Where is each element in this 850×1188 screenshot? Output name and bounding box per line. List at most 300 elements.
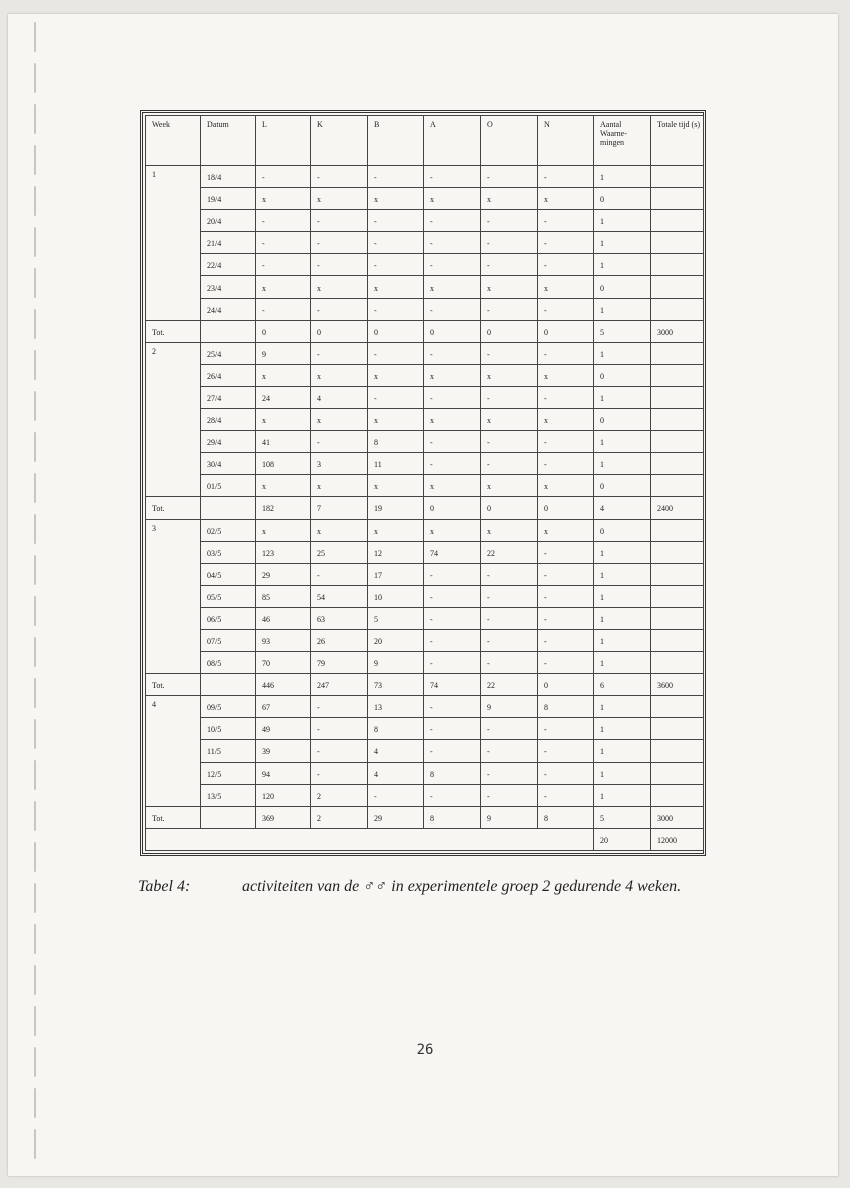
grand-total-row [146,828,704,850]
table-cell: - [424,629,481,651]
binding-hole [34,678,36,708]
table-cell [651,188,704,210]
table-cell: 46 [256,607,311,629]
table-cell: 30/4 [201,453,256,475]
table-cell: - [368,254,424,276]
activity-table [145,115,704,851]
table-cell: 10/5 [201,718,256,740]
table-cell: 123 [256,541,311,563]
table-cell: 1 [594,762,651,784]
table-cell: x [311,188,368,210]
table-cell: x [481,519,538,541]
table-cell: - [311,762,368,784]
binding-hole [34,309,36,339]
page-number: 26 [416,1042,434,1058]
table-cell: - [481,740,538,762]
table-cell: - [481,563,538,585]
total-cell: 5 [594,806,651,828]
table-row [146,607,704,629]
table-cell: x [481,364,538,386]
table-cell: - [424,166,481,188]
table-cell [651,166,704,188]
table-cell: - [424,298,481,320]
table-cell [651,784,704,806]
binding-hole [34,186,36,216]
total-cell: 369 [256,806,311,828]
table-cell: 20 [368,629,424,651]
total-cell: 0 [311,320,368,342]
table-cell [651,276,704,298]
table-cell: - [424,342,481,364]
table-cell: - [538,254,594,276]
column-header: Totale tijd (s) [651,116,704,166]
table-cell: 06/5 [201,607,256,629]
binding-hole [34,801,36,831]
total-cell [201,806,256,828]
table-cell: 1 [594,629,651,651]
table-cell: x [368,475,424,497]
total-cell: 247 [311,674,368,696]
table-cell: 17 [368,563,424,585]
column-header: O [481,116,538,166]
table-cell: - [311,254,368,276]
binding-hole [34,1088,36,1118]
table-cell: 13/5 [201,784,256,806]
table-cell: 24 [256,386,311,408]
caption-text: activiteiten van de ♂♂ in experimentele groep 2 gedurende 4 weken. [242,878,682,895]
binding-hole [34,145,36,175]
table-cell: - [368,166,424,188]
table-cell: 03/5 [201,541,256,563]
table-cell: x [538,519,594,541]
table-cell: x [538,276,594,298]
table-cell: x [424,519,481,541]
table-cell [651,696,704,718]
table-cell: 1 [594,652,651,674]
total-cell: 0 [538,320,594,342]
table-cell: - [481,718,538,740]
table-cell: - [481,629,538,651]
table-row [146,453,704,475]
table-cell: - [424,784,481,806]
table-row [146,431,704,453]
table-row [146,475,704,497]
table-cell: 26/4 [201,364,256,386]
table-row [146,652,704,674]
table-cell: 12/5 [201,762,256,784]
table-cell: - [368,210,424,232]
table-cell: 29 [256,563,311,585]
table-cell: - [311,696,368,718]
total-row [146,674,704,696]
table-cell: - [538,342,594,364]
table-cell: 18/4 [201,166,256,188]
table-cell: x [481,276,538,298]
table-cell: - [538,652,594,674]
binding-hole [34,432,36,462]
table-cell [651,541,704,563]
table-cell [651,652,704,674]
total-cell: 8 [424,806,481,828]
table-cell: 0 [594,409,651,431]
table-cell: x [256,409,311,431]
table-cell: x [424,276,481,298]
table-cell: 1 [594,541,651,563]
total-cell: Tot. [146,674,201,696]
table-cell: 10 [368,585,424,607]
table-cell: 41 [256,431,311,453]
total-cell: 0 [368,320,424,342]
table-cell: - [424,585,481,607]
table-cell: 9 [481,696,538,718]
table-cell: 4 [311,386,368,408]
table-cell: 1 [594,386,651,408]
table-cell: - [311,298,368,320]
table-cell: - [256,254,311,276]
table-row [146,718,704,740]
week-cell: 3 [146,519,201,674]
table-cell [651,563,704,585]
table-caption [138,878,758,896]
table-cell: 22/4 [201,254,256,276]
table-cell: - [538,166,594,188]
binding-hole [34,637,36,667]
table-cell: x [368,276,424,298]
table-cell: - [481,298,538,320]
total-cell: 2 [311,806,368,828]
table-cell: 1 [594,342,651,364]
table-cell: x [311,519,368,541]
table-cell: x [481,188,538,210]
table-cell: 21/4 [201,232,256,254]
binding-hole [34,1129,36,1159]
table-cell: 1 [594,166,651,188]
table-cell: - [368,784,424,806]
table-cell: x [256,519,311,541]
total-cell: 0 [481,497,538,519]
table-cell: - [481,784,538,806]
total-cell [201,674,256,696]
table-cell: 22 [481,541,538,563]
table-cell: 1 [594,563,651,585]
table-cell: - [481,607,538,629]
table-cell: - [368,342,424,364]
table-cell: - [481,166,538,188]
table-cell: - [481,431,538,453]
table-cell: 07/5 [201,629,256,651]
binding-hole [34,514,36,544]
table-cell: - [424,607,481,629]
table-row [146,342,704,364]
table-row [146,166,704,188]
total-cell [201,497,256,519]
column-header: Datum [201,116,256,166]
binding-hole [34,268,36,298]
table-row [146,740,704,762]
binding-hole [34,350,36,380]
table-row [146,210,704,232]
table-cell: - [538,386,594,408]
table-cell: - [538,232,594,254]
grand-total-cell: 20 [594,828,651,850]
table-cell: 19/4 [201,188,256,210]
table-cell: - [424,453,481,475]
table-row [146,541,704,563]
table-cell [651,254,704,276]
total-cell: 6 [594,674,651,696]
table-cell: - [424,210,481,232]
table-cell: 3 [311,453,368,475]
table-cell: x [368,364,424,386]
table-cell: - [311,431,368,453]
binding-hole [34,924,36,954]
table-cell [651,629,704,651]
table-cell: 85 [256,585,311,607]
table-row [146,232,704,254]
table-cell: x [311,364,368,386]
table-cell [651,210,704,232]
table-cell: - [368,386,424,408]
column-header: Aantal Waarne-mingen [594,116,651,166]
table-cell: 1 [594,431,651,453]
table-cell: - [538,629,594,651]
table-cell: - [538,607,594,629]
binding-hole [34,63,36,93]
total-cell: 2400 [651,497,704,519]
binding-hole [34,842,36,872]
table-cell: 11 [368,453,424,475]
table-cell: 09/5 [201,696,256,718]
column-header: K [311,116,368,166]
table-cell: 1 [594,784,651,806]
total-row [146,806,704,828]
table-cell: 1 [594,607,651,629]
table-cell: x [424,475,481,497]
total-cell: 446 [256,674,311,696]
total-cell: 5 [594,320,651,342]
binding-hole [34,719,36,749]
table-cell: - [256,210,311,232]
binding-hole [34,391,36,421]
total-cell: Tot. [146,320,201,342]
table-cell: - [311,740,368,762]
total-cell: 3000 [651,320,704,342]
table-cell: 9 [368,652,424,674]
table-cell: 70 [256,652,311,674]
table-cell [651,409,704,431]
table-cell: - [538,718,594,740]
table-cell: - [424,254,481,276]
table-cell: 54 [311,585,368,607]
table-cell: 1 [594,718,651,740]
table-cell: - [311,342,368,364]
table-cell: 5 [368,607,424,629]
table-cell: 67 [256,696,311,718]
table-row [146,563,704,585]
table-cell [651,453,704,475]
table-cell: 20/4 [201,210,256,232]
table-cell: 8 [368,718,424,740]
total-cell: 0 [424,320,481,342]
table-cell: 0 [594,364,651,386]
table-cell [651,298,704,320]
table-cell: - [538,298,594,320]
table-cell: - [368,232,424,254]
table-cell: 25/4 [201,342,256,364]
table-cell: 8 [368,431,424,453]
table-cell: - [538,784,594,806]
total-row [146,497,704,519]
table-cell: 63 [311,607,368,629]
table-row [146,254,704,276]
binding-holes [30,22,44,1172]
table-cell: 79 [311,652,368,674]
table-cell: - [311,232,368,254]
total-cell: 73 [368,674,424,696]
total-cell: Tot. [146,806,201,828]
total-cell: 182 [256,497,311,519]
table-cell: x [538,475,594,497]
total-cell: 7 [311,497,368,519]
binding-hole [34,596,36,626]
table-cell: 1 [594,298,651,320]
table-cell: - [424,696,481,718]
table-cell: 01/5 [201,475,256,497]
table-cell [651,762,704,784]
column-header: A [424,116,481,166]
table-row [146,629,704,651]
table-cell: 26 [311,629,368,651]
total-cell: 0 [481,320,538,342]
table-cell: - [424,718,481,740]
table-row [146,762,704,784]
table-cell: 29/4 [201,431,256,453]
total-cell: 9 [481,806,538,828]
table-cell: 2 [311,784,368,806]
table-header-row [146,116,704,166]
table-cell: - [424,232,481,254]
grand-total-cell: 12000 [651,828,704,850]
table-cell: 23/4 [201,276,256,298]
table-cell: 1 [594,453,651,475]
table-cell: 04/5 [201,563,256,585]
table-cell: x [311,276,368,298]
table-cell: x [311,475,368,497]
table-cell [651,386,704,408]
table-cell: - [368,298,424,320]
total-row [146,320,704,342]
table-cell: x [424,409,481,431]
binding-hole [34,473,36,503]
total-cell: 19 [368,497,424,519]
table-cell: 0 [594,519,651,541]
total-cell: 74 [424,674,481,696]
table-cell: - [538,762,594,784]
table-cell: 05/5 [201,585,256,607]
table-cell: 93 [256,629,311,651]
table-cell [651,364,704,386]
table-cell [651,342,704,364]
table-cell [651,232,704,254]
table-cell: - [481,254,538,276]
table-cell: 4 [368,740,424,762]
table-cell: - [311,166,368,188]
total-cell: 8 [538,806,594,828]
table-cell: 108 [256,453,311,475]
table-cell: 0 [594,188,651,210]
table-row [146,519,704,541]
table-cell: x [481,409,538,431]
table-cell: - [481,232,538,254]
table-cell: 11/5 [201,740,256,762]
binding-hole [34,104,36,134]
binding-hole [34,1006,36,1036]
table-cell: - [481,342,538,364]
table-row [146,386,704,408]
binding-hole [34,883,36,913]
total-cell: 0 [424,497,481,519]
table-row [146,276,704,298]
table-cell: - [256,232,311,254]
table-cell: - [538,541,594,563]
table-cell: 94 [256,762,311,784]
table-cell: 4 [368,762,424,784]
table-cell: - [538,431,594,453]
table-row [146,784,704,806]
table-cell: - [538,563,594,585]
table-cell: 25 [311,541,368,563]
table-cell: - [481,386,538,408]
table-cell: - [538,453,594,475]
table-cell: 27/4 [201,386,256,408]
table-cell: 0 [594,475,651,497]
table-row [146,696,704,718]
table-cell [651,607,704,629]
table-cell [651,431,704,453]
data-table-frame [140,110,706,856]
table-cell: 9 [256,342,311,364]
table-cell: x [256,364,311,386]
table-cell: - [481,652,538,674]
total-cell: Tot. [146,497,201,519]
total-cell: 0 [256,320,311,342]
table-cell: 1 [594,232,651,254]
table-cell: 39 [256,740,311,762]
column-header: N [538,116,594,166]
table-cell: 1 [594,210,651,232]
caption-label: Tabel 4: [138,878,191,895]
column-header: Week [146,116,201,166]
week-cell: 1 [146,166,201,321]
table-cell [651,475,704,497]
table-cell: x [256,475,311,497]
table-cell: - [424,563,481,585]
column-header: L [256,116,311,166]
table-cell: x [538,409,594,431]
week-cell: 2 [146,342,201,497]
table-cell: - [481,762,538,784]
table-cell: - [538,210,594,232]
table-cell [651,585,704,607]
table-cell: - [424,652,481,674]
table-cell: x [256,276,311,298]
table-cell [651,519,704,541]
table-cell: - [424,740,481,762]
binding-hole [34,22,36,52]
table-cell: 13 [368,696,424,718]
table-cell [651,740,704,762]
table-cell: 08/5 [201,652,256,674]
